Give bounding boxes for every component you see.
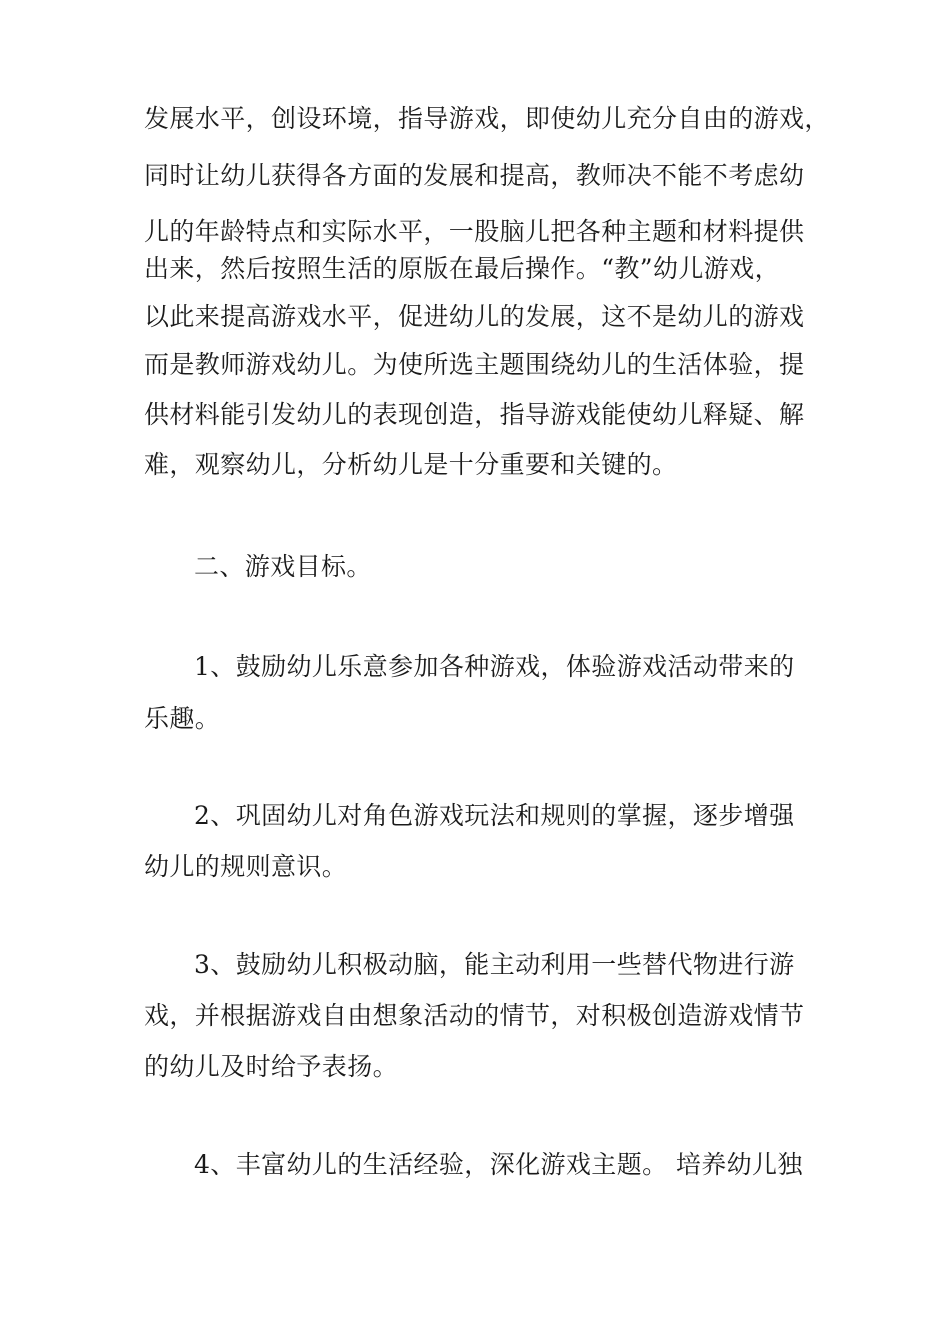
text-line-8: 难，观察幼儿，分析幼儿是十分重要和关键的。 <box>144 450 678 479</box>
text-line-1: 发展水平，创设环境，指导游戏，即使幼儿充分自由的游戏， <box>144 104 830 133</box>
text-line-5: 以此来提高游戏水平，促进幼儿的发展，这不是幼儿的游戏 <box>144 302 805 331</box>
goal-2-line-1: 2、巩固幼儿对角色游戏玩法和规则的掌握，逐步增强 <box>194 801 795 830</box>
text-line-7: 供材料能引发幼儿的表现创造，指导游戏能使幼儿释疑、解 <box>144 400 805 429</box>
text-line-4: 出来，然后按照生活的原版在最后操作。“教”幼儿游戏， <box>144 254 780 283</box>
section-heading-goals: 二、游戏目标。 <box>194 552 372 581</box>
goal-3-line-3: 的幼儿及时给予表扬。 <box>144 1052 399 1081</box>
goal-1-line-1: 1、鼓励幼儿乐意参加各种游戏，体验游戏活动带来的 <box>194 652 795 681</box>
goal-3-line-2: 戏，并根据游戏自由想象活动的情节，对积极创造游戏情节 <box>144 1001 805 1030</box>
text-line-3: 儿的年龄特点和实际水平，一股脑儿把各种主题和材料提供 <box>144 217 805 246</box>
goal-3-line-1: 3、鼓励幼儿积极动脑，能主动利用一些替代物进行游 <box>194 950 795 979</box>
text-line-2: 同时让幼儿获得各方面的发展和提高，教师决不能不考虑幼 <box>144 161 805 190</box>
goal-2-line-2: 幼儿的规则意识。 <box>144 852 348 881</box>
goal-1-line-2: 乐趣。 <box>144 704 221 733</box>
text-line-6: 而是教师游戏幼儿。为使所选主题围绕幼儿的生活体验，提 <box>144 350 805 379</box>
goal-4-line-1: 4、丰富幼儿的生活经验，深化游戏主题。 培养幼儿独 <box>194 1150 803 1179</box>
